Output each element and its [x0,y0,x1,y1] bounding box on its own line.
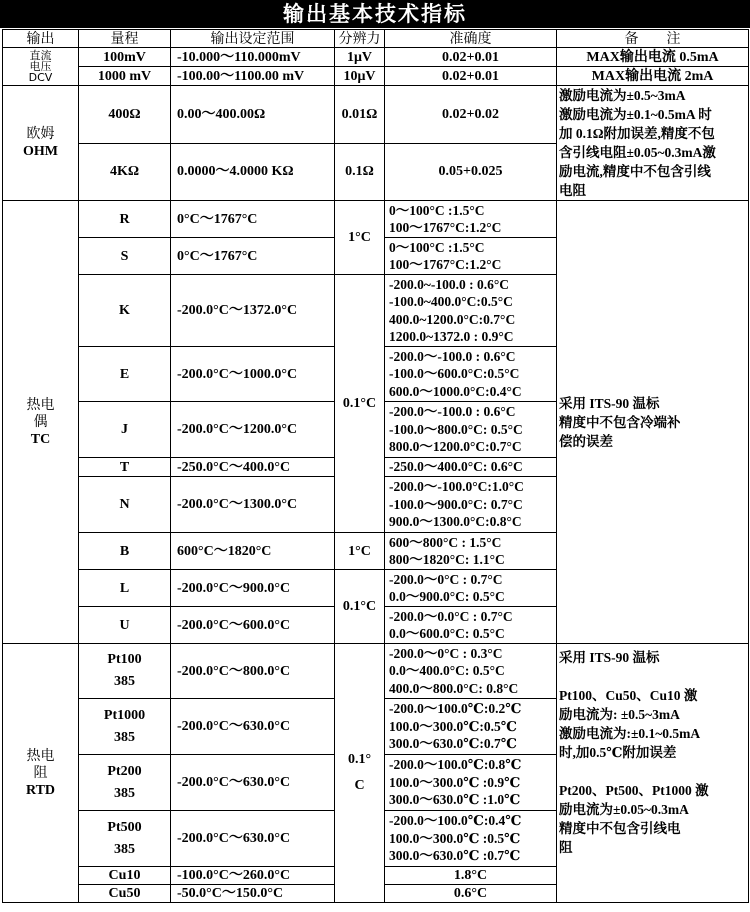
accuracy-cell: 1.8°C [385,867,557,885]
setting-cell: -100.00～1100.00 mV [171,67,335,86]
range-cell: 1000 mV [79,67,171,86]
accuracy-cell: 0.05+0.025 [385,143,557,201]
setting-cell: 600°C～1820°C [171,533,335,570]
accuracy-cell: -200.0～-100.0 : 0.6°C -100.0～600.0°C:0.5°C 600.0～1000.0°C:0.4°C [385,347,557,402]
range-cell: R [79,201,171,238]
accuracy-cell: -200.0～0°C : 0.7°C 0.0～900.0°C: 0.5°C [385,570,557,607]
table-row [3,644,749,699]
setting-cell: -200.0°C～1200.0°C [171,402,335,458]
accuracy-cell: 0.6°C [385,885,557,903]
setting-cell: 0°C～1767°C [171,238,335,275]
setting-cell: -200.0°C～800.0°C [171,644,335,699]
accuracy-cell: -200.0～100.0℃:0.8℃ 100.0～300.0℃ :0.9℃ 300.0～630.0℃ :1.0℃ [385,755,557,811]
setting-cell: -200.0°C～600.0°C [171,607,335,644]
accuracy-cell: -200.0～0°C : 0.3°C 0.0～400.0°C: 0.5°C 400.0～800.0°C: 0.8°C [385,644,557,699]
setting-cell: -10.000～110.000mV [171,48,335,67]
range-cell: Cu10 [79,867,171,885]
resolution-cell: 1°C [335,533,385,570]
resolution-cell: 0.1° C [335,644,385,903]
range-cell: J [79,402,171,458]
accuracy-cell: -200.0～100.0℃:0.2℃ 100.0～300.0℃:0.5℃ 300.0～630.0℃:0.7℃ [385,699,557,755]
resolution-cell: 0.1°C [335,275,385,533]
resolution-cell: 1°C [335,201,385,275]
resolution-cell: 1μV [335,48,385,67]
setting-cell: -200.0°C～1372.0°C [171,275,335,347]
range-cell: K [79,275,171,347]
setting-cell: -200.0°C～900.0°C [171,570,335,607]
resolution-cell: 0.1Ω [335,143,385,201]
range-cell: Pt500 385 [79,811,171,867]
range-cell: Pt100 385 [79,644,171,699]
setting-cell: -200.0°C～630.0°C [171,811,335,867]
accuracy-cell: 0.02+0.02 [385,86,557,144]
range-cell: 4KΩ [79,143,171,201]
range-cell: 400Ω [79,86,171,144]
accuracy-cell: -200.0～-100.0 : 0.6°C -100.0～800.0°C: 0.5°C 800.0～1200.0°C:0.7°C [385,402,557,458]
setting-cell: -200.0°C～630.0°C [171,699,335,755]
setting-cell: -200.0°C～1300.0°C [171,477,335,533]
setting-cell: -200.0°C～1000.0°C [171,347,335,402]
range-cell: S [79,238,171,275]
header-accuracy: 准确度 [385,30,557,48]
header-range: 量程 [79,30,171,48]
table-row [3,67,749,86]
header-setting-range: 输出设定范围 [171,30,335,48]
resolution-cell: 0.01Ω [335,86,385,144]
header-note: 备 注 [557,30,749,48]
range-cell: Pt1000 385 [79,699,171,755]
note-cell-ohm: 激励电流为±0.5~3mA 激励电流为±0.1~0.5mA 时 加 0.1Ω附加误差,精度不包 含引线电阻±0.05~0.3mA激 励电流,精度中不包含引线 电阻 [557,86,749,201]
range-cell: U [79,607,171,644]
category-ohm: 欧姆 OHM [3,86,79,201]
setting-cell: -100.0°C～260.0°C [171,867,335,885]
setting-cell: 0.00～400.00Ω [171,86,335,144]
range-cell: L [79,570,171,607]
setting-cell: -200.0°C～630.0°C [171,755,335,811]
accuracy-cell: -250.0～400.0°C: 0.6°C [385,458,557,477]
setting-cell: -50.0°C～150.0°C [171,885,335,903]
setting-cell: -250.0°C～400.0°C [171,458,335,477]
range-cell: N [79,477,171,533]
note-cell-tc: 采用 ITS-90 温标 精度中不包含冷端补 偿的误差 [557,201,749,644]
range-cell: Cu50 [79,885,171,903]
accuracy-cell: 0～100°C :1.5°C 100～1767°C:1.2°C [385,201,557,238]
range-cell: Pt200 385 [79,755,171,811]
accuracy-cell: -200.0～0.0°C : 0.7°C 0.0～600.0°C: 0.5°C [385,607,557,644]
header-row [3,30,749,48]
header-resolution: 分辨力 [335,30,385,48]
accuracy-cell: 0～100°C :1.5°C 100～1767°C:1.2°C [385,238,557,275]
note-cell: MAX输出电流 0.5mA [557,48,749,67]
resolution-cell: 10μV [335,67,385,86]
setting-cell: 0.0000～4.0000 KΩ [171,143,335,201]
range-cell: T [79,458,171,477]
table-row [3,86,749,144]
accuracy-cell: 0.02+0.01 [385,67,557,86]
range-cell: E [79,347,171,402]
header-output: 输出 [3,30,79,48]
table-row [3,201,749,238]
category-dcv: 直流 电压 DCV [3,48,79,86]
resolution-cell: 0.1°C [335,570,385,644]
accuracy-cell: 0.02+0.01 [385,48,557,67]
category-tc: 热电 偶 TC [3,201,79,644]
accuracy-cell: 600～800°C : 1.5°C 800～1820°C: 1.1°C [385,533,557,570]
page-title: 输出基本技术指标 [0,0,750,28]
category-rtd: 热电 阻 RTD [3,644,79,903]
setting-cell: 0°C～1767°C [171,201,335,238]
range-cell: 100mV [79,48,171,67]
accuracy-cell: -200.0～-100.0°C:1.0°C -100.0～900.0°C: 0.7°C 900.0～1300.0°C:0.8°C [385,477,557,533]
table-row [3,48,749,67]
spec-table [2,29,749,903]
accuracy-cell: -200.0~-100.0 : 0.6°C -100.0~400.0°C:0.5°C 400.0~1200.0°C:0.7°C 1200.0~1372.0 : 0.9°C [385,275,557,347]
note-cell: MAX输出电流 2mA [557,67,749,86]
range-cell: B [79,533,171,570]
accuracy-cell: -200.0～100.0℃:0.4℃ 100.0～300.0℃ :0.5℃ 300.0～630.0℃ :0.7℃ [385,811,557,867]
note-cell-rtd: 采用 ITS-90 温标 Pt100、Cu50、Cu10 激 励电流为: ±0.5~3mA 激励电流为:±0.1~0.5mA 时,加0.5℃附加误差 Pt200、Pt500、Pt1000 激 励电流为±0.05~0.3mA 精度中不包含引线电 阻 [557,644,749,903]
